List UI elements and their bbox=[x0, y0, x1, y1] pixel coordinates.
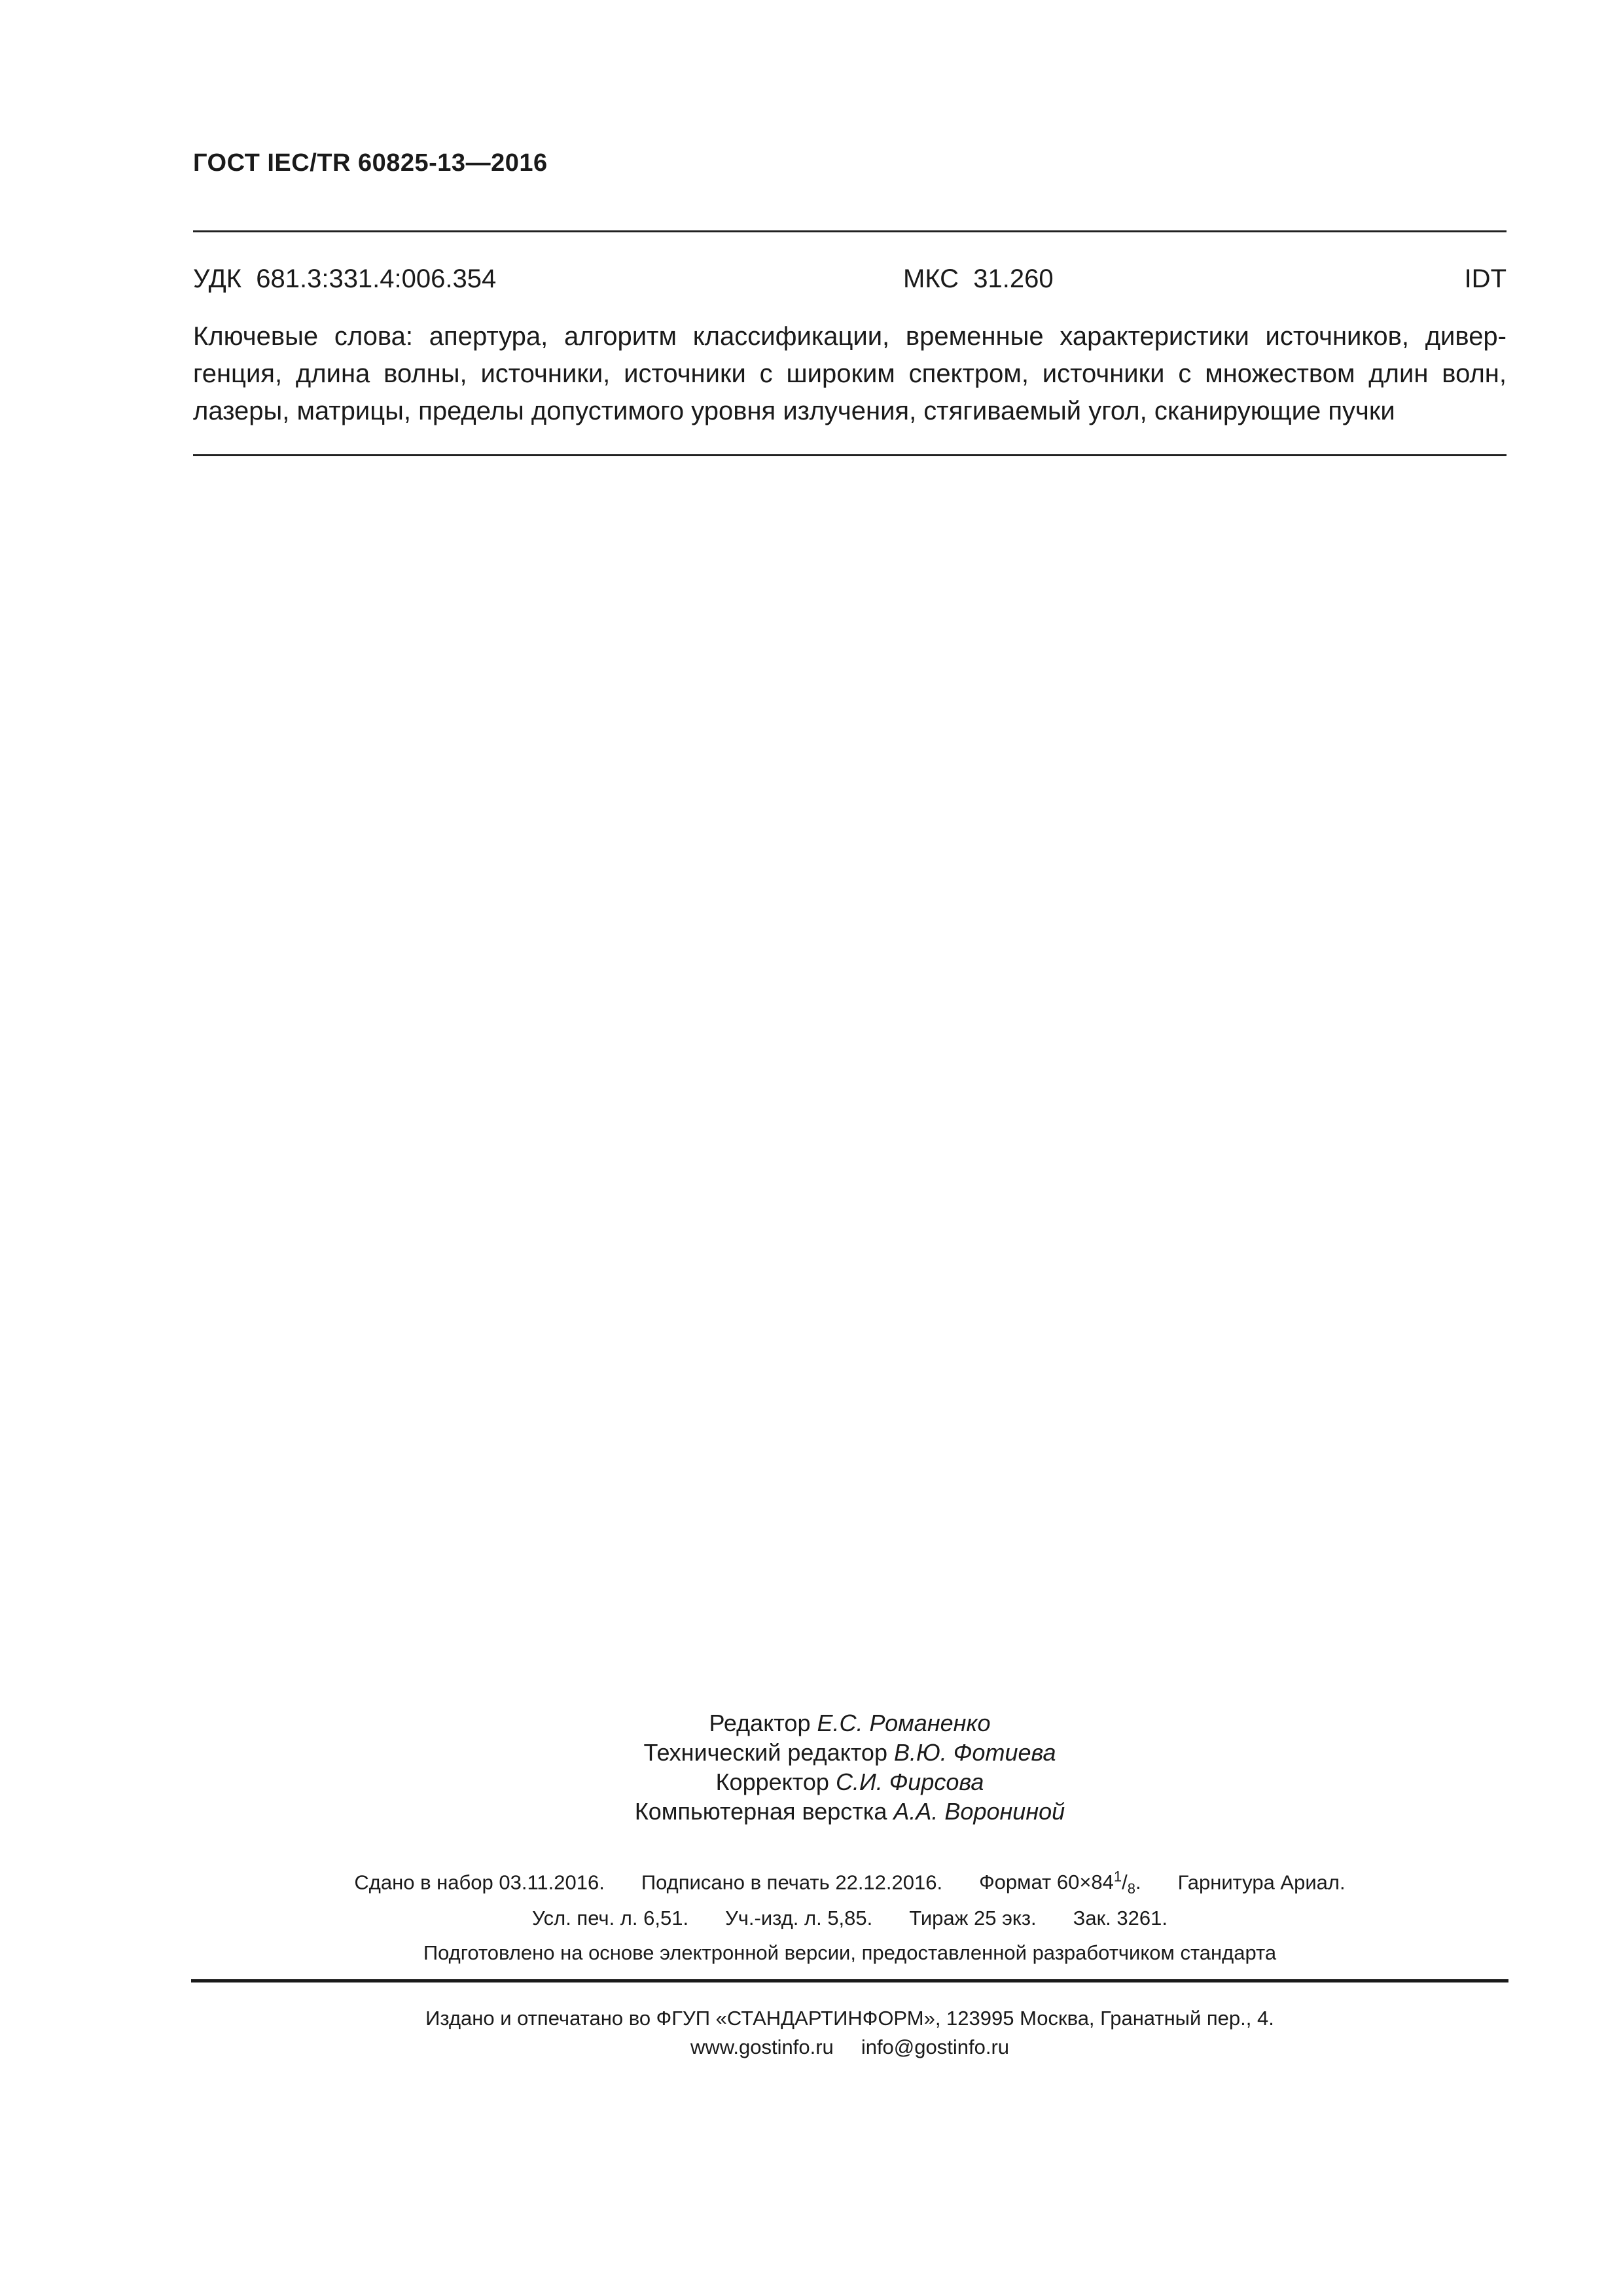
typeface: Гарнитура Ариал. bbox=[1177, 1871, 1346, 1894]
print-sheets: Усл. печ. л. 6,51. bbox=[531, 1906, 689, 1929]
credit-role: Компьютерная верстка bbox=[634, 1798, 887, 1825]
credit-tech-editor bbox=[193, 1738, 1507, 1767]
credit-role: Корректор bbox=[715, 1768, 829, 1795]
publisher-address: Издано и отпечатано во ФГУП «СТАНДАРТИНФОРМ», 123995 Москва, Гранатный пер., 4. bbox=[425, 2007, 1274, 2030]
classification-row bbox=[193, 264, 1507, 297]
credit-person: С.И. Фирсова bbox=[835, 1768, 984, 1795]
keywords-line-2: генция, длина волны, источники, источники с широким спектром, источники с множеством длин волн, bbox=[193, 359, 1507, 388]
credit-person: Е.С. Романенко bbox=[817, 1710, 991, 1736]
print-info-row-2 bbox=[193, 1904, 1507, 1933]
credit-editor bbox=[193, 1708, 1507, 1738]
print-info-block bbox=[193, 1863, 1507, 1933]
credit-proofreader bbox=[193, 1767, 1507, 1797]
signed-date: Подписано в печать 22.12.2016. bbox=[641, 1871, 943, 1894]
email-link[interactable]: info@gostinfo.ru bbox=[861, 2036, 1010, 2058]
bottom-divider bbox=[191, 1979, 1508, 1982]
credit-role: Технический редактор bbox=[643, 1739, 887, 1766]
print-info-row-1 bbox=[193, 1863, 1507, 1904]
credits-block bbox=[193, 1708, 1507, 1826]
keywords-line-1: Ключевые слова: апертура, алгоритм классификации, временные характеристики источников, дивер- bbox=[193, 322, 1507, 351]
document-id: ГОСТ IEC/TR 60825-13—2016 bbox=[193, 149, 548, 177]
order-number: Зак. 3261. bbox=[1073, 1906, 1168, 1929]
paper-format: Формат $60\times 84^1/_8$. bbox=[979, 1869, 1141, 1897]
website-link[interactable]: www.gostinfo.ru bbox=[690, 2036, 834, 2058]
publishing-sheets: Уч.-изд. л. 5,85. bbox=[725, 1906, 873, 1929]
udk-code: УДК 681.3:331.4:006.354 bbox=[193, 264, 497, 293]
credit-person: А.А. Ворониной bbox=[893, 1798, 1065, 1825]
keywords-divider bbox=[193, 454, 1507, 456]
circulation: Тираж 25 экз. bbox=[909, 1906, 1037, 1929]
keywords-block bbox=[193, 318, 1507, 430]
mks-code: МКС 31.260 bbox=[903, 264, 1054, 293]
keywords-line-3: лазеры, матрицы, пределы допустимого уровня излучения, стягиваемый угол, сканирующие пучки bbox=[193, 397, 1395, 425]
idt-mark: IDT bbox=[1464, 264, 1507, 293]
publisher-block bbox=[193, 2004, 1507, 2062]
top-divider bbox=[193, 230, 1507, 232]
credit-layout bbox=[193, 1797, 1507, 1826]
credit-person: В.Ю. Фотиева bbox=[893, 1739, 1056, 1766]
publisher-contacts bbox=[193, 2033, 1507, 2062]
prepared-note: Подготовлено на основе электронной версии, предоставленной разработчиком стандарта bbox=[423, 1941, 1277, 1964]
credit-role: Редактор bbox=[709, 1710, 811, 1736]
submitted-date: Сдано в набор 03.11.2016. bbox=[354, 1871, 605, 1894]
